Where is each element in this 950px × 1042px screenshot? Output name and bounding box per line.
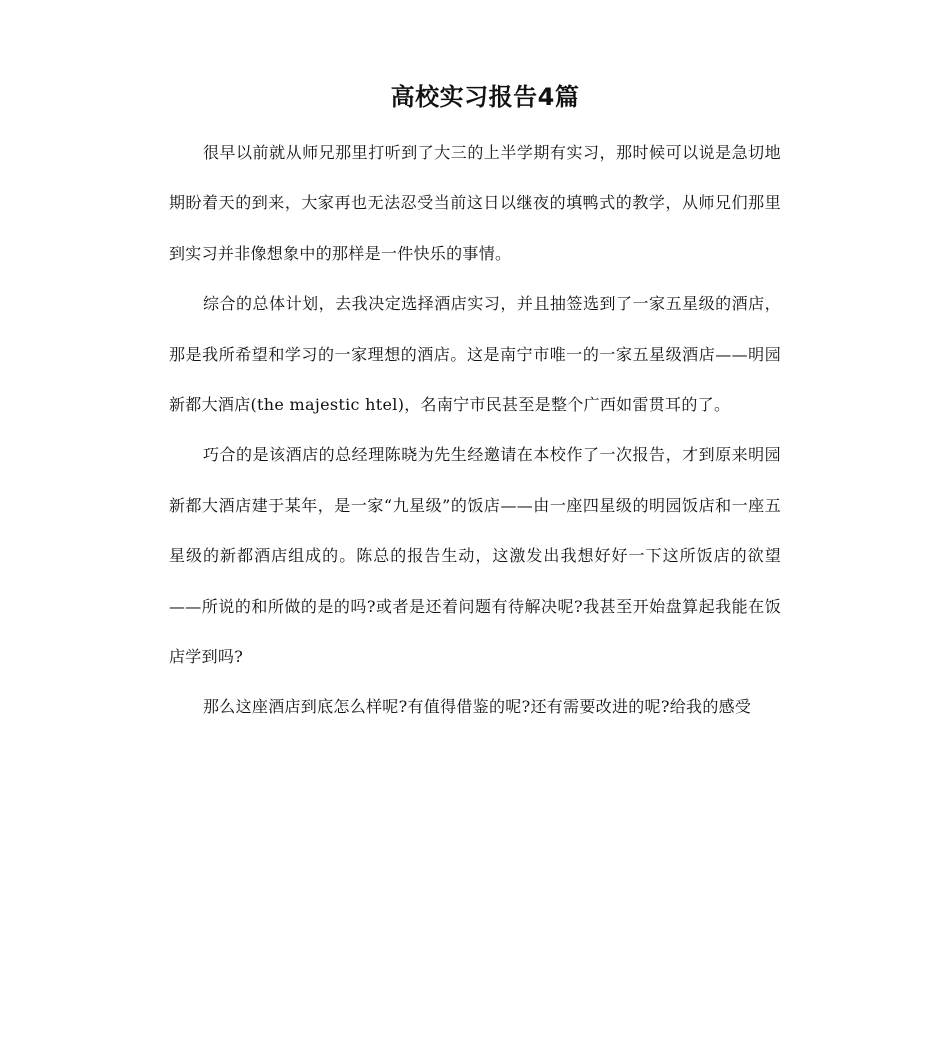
paragraph-4: 那么这座酒店到底怎么样呢?有值得借鉴的呢?还有需要改进的呢?给我的感受 — [203, 697, 752, 717]
page-title: 高校实习报告4篇 — [390, 83, 580, 112]
paragraph-2: 综合的总体计划，去我决定选择酒店实习，并且抽签选到了一家五星级的酒店，那是我所希望和学习的一家理想的酒店。这是南宁市唯一的一家五星级酒店——明园新都大酒店(the majestic htel)，名南宁市民甚至是整个广西如雷贯耳的了。 — [169, 294, 781, 415]
document-body — [169, 128, 781, 733]
paragraph-3: 巧合的是该酒店的总经理陈晓为先生经邀请在本校作了一次报告，才到原来明园新都大酒店建于某年，是一家“九星级”的饭店——由一座四星级的明园饭店和一座五星级的新都酒店组成的。陈总的报告生动，这激发出我想好好一下这所饭店的欲望——所说的和所做的是的吗?或者是还着问题有待解决呢?我甚至开始盘算起我能在饭店学到吗? — [169, 445, 781, 667]
paragraph-1: 很早以前就从师兄那里打听到了大三的上半学期有实习，那时候可以说是急切地期盼着天的到来，大家再也无法忍受当前这日以继夜的填鸭式的教学，从师兄们那里到实习并非像想象中的那样是一件快乐的事情。 — [169, 143, 781, 263]
